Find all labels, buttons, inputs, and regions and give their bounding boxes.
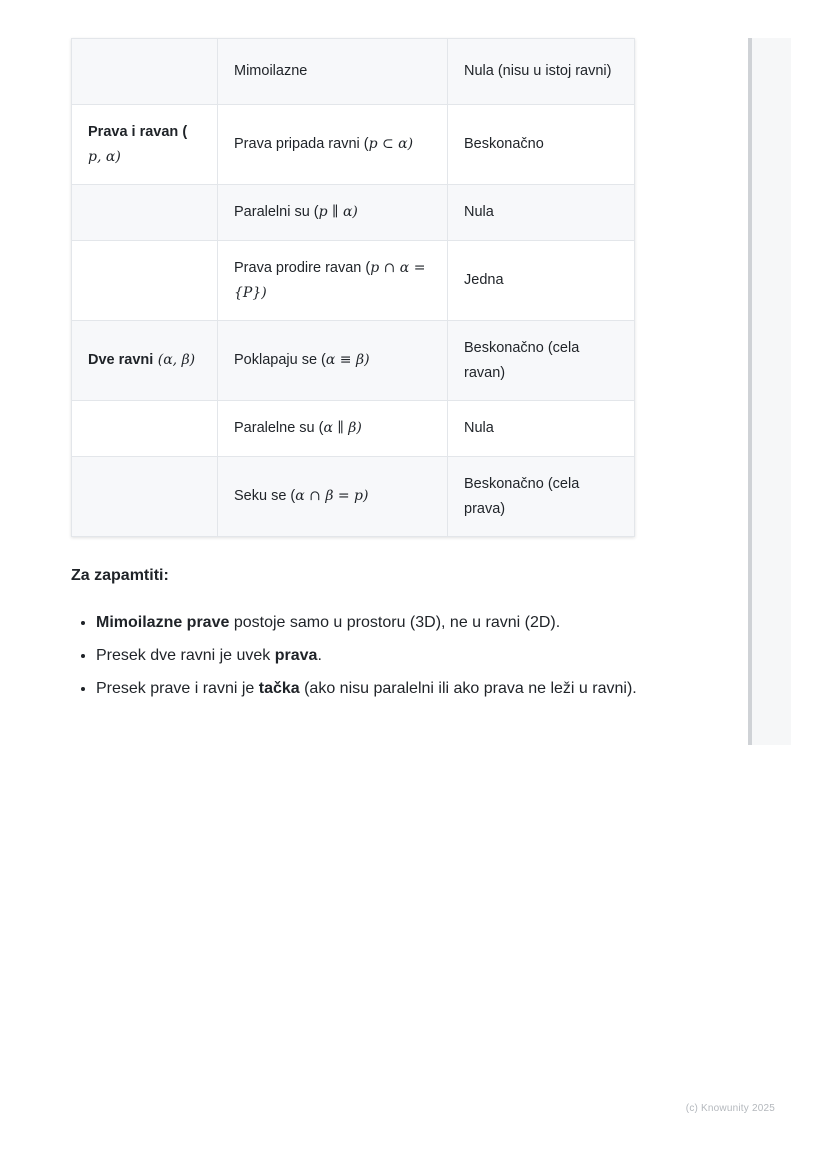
table-row [72, 105, 635, 185]
object-cell [72, 185, 218, 241]
object-cell: Prava i ravan ( p, α) [72, 105, 218, 185]
relation-cell: Poklapaju se (α ≡ β) [218, 321, 448, 401]
table-row [72, 185, 635, 241]
scrollbar-track[interactable] [748, 38, 791, 745]
relation-cell: Paralelni su (p ∥ α) [218, 185, 448, 241]
table-row [72, 401, 635, 457]
points-cell: Nula (nisu u istoj ravni) [448, 39, 635, 105]
points-cell: Nula [448, 185, 635, 241]
notes-heading: Za zapamtiti: [71, 567, 169, 584]
list-item: • Mimoilazne prave postoje samo u prostoru (3D), ne u ravni (2D). [96, 606, 736, 639]
relation-cell: Seku se (α ∩ β = p) [218, 457, 448, 537]
notes-list [71, 606, 736, 705]
footer-copyright: (c) Knowunity 2025 [685, 1103, 775, 1114]
scrollbar-thumb[interactable] [748, 38, 752, 745]
points-cell: Beskonačno [448, 105, 635, 185]
object-cell [72, 401, 218, 457]
relation-cell: Paralelne su (α ∥ β) [218, 401, 448, 457]
object-cell [72, 241, 218, 321]
points-cell: Jedna [448, 241, 635, 321]
relation-cell: Mimoilazne [218, 39, 448, 105]
list-item: • Presek prave i ravni je tačka (ako nisu paralelni ili ako prava ne leži u ravni). [96, 672, 736, 705]
relation-cell: Prava prodire ravan (p ∩ α = {P}) [218, 241, 448, 321]
relations-table [71, 38, 635, 537]
object-cell [72, 457, 218, 537]
points-cell: Beskonačno (cela prava) [448, 457, 635, 537]
list-item: • Presek dve ravni je uvek prava. [96, 639, 736, 672]
points-cell: Nula [448, 401, 635, 457]
table-row [72, 241, 635, 321]
object-cell [72, 39, 218, 105]
table-row [72, 321, 635, 401]
points-cell: Beskonačno (cela ravan) [448, 321, 635, 401]
table-row [72, 39, 635, 105]
object-cell: Dve ravni (α, β) [72, 321, 218, 401]
table-row [72, 457, 635, 537]
relation-cell: Prava pripada ravni (p ⊂ α) [218, 105, 448, 185]
